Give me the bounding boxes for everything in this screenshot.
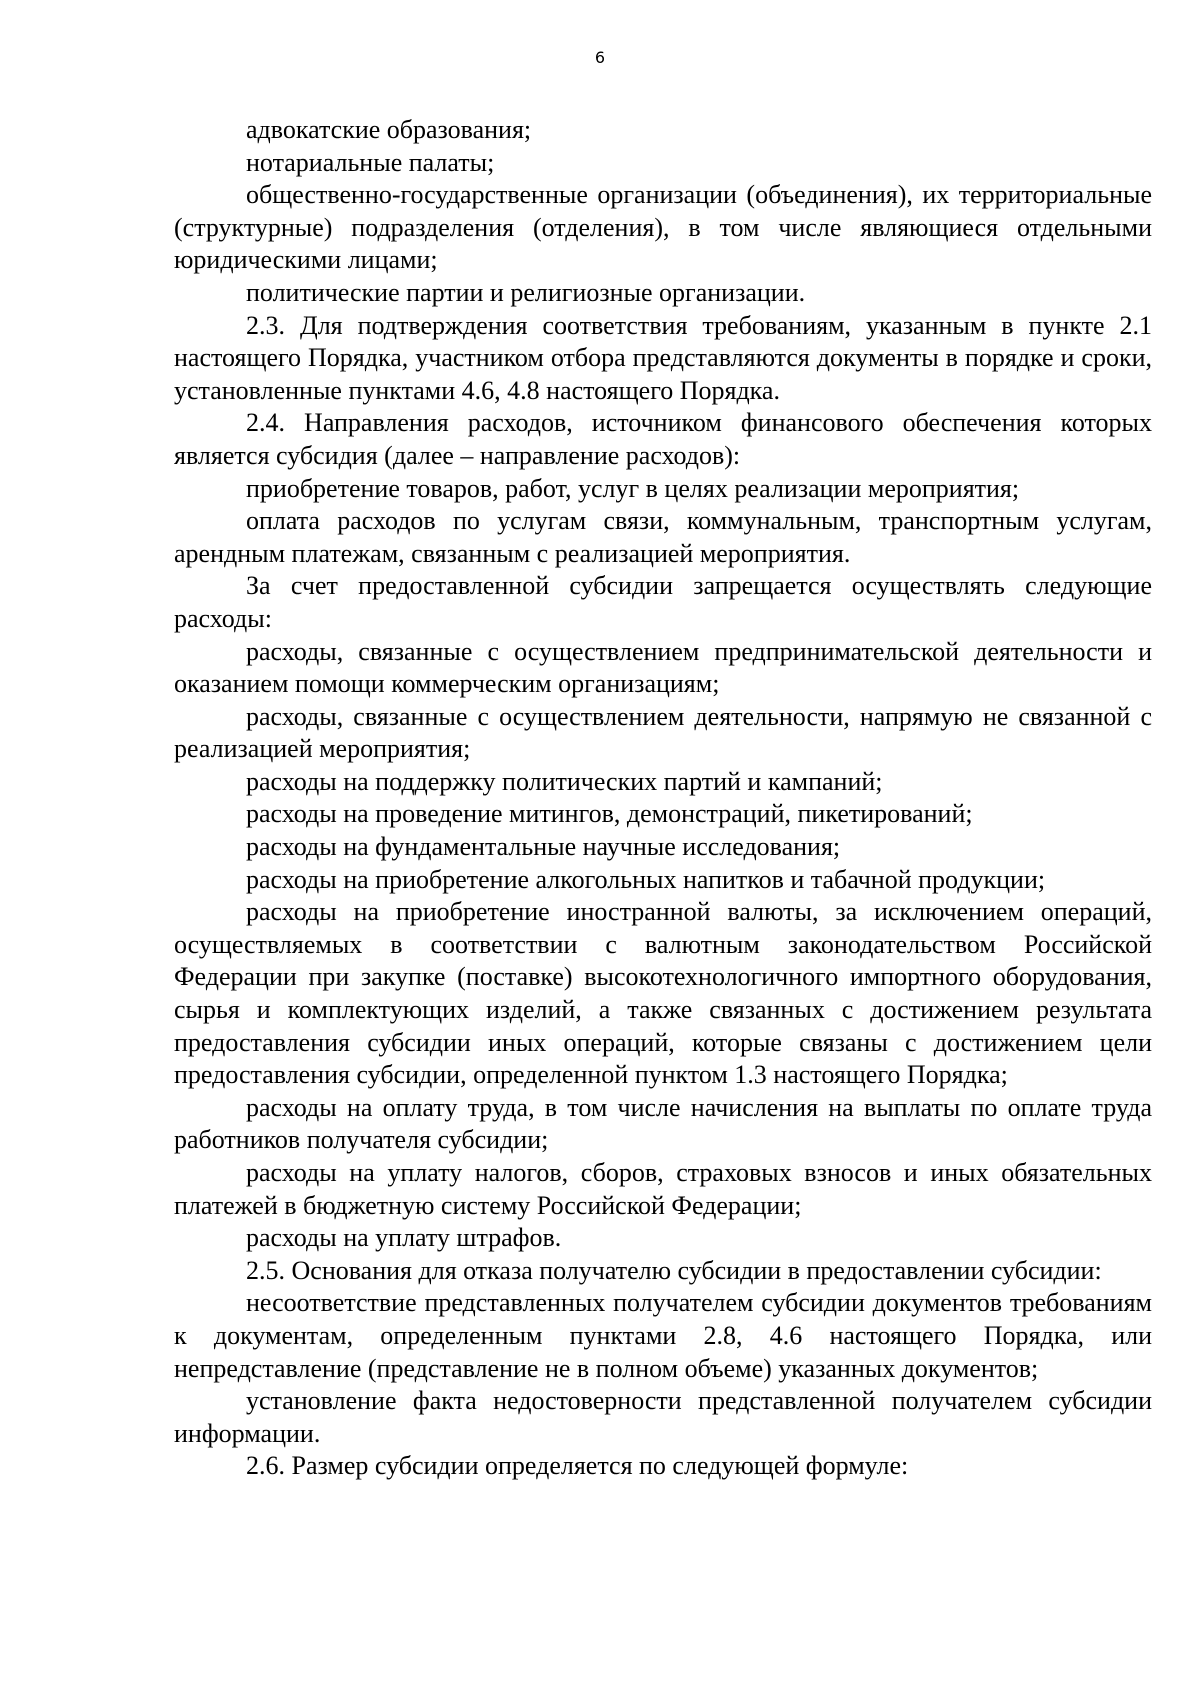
paragraph: приобретение товаров, работ, услуг в целях реализации мероприятия; — [246, 473, 1020, 503]
paragraph: расходы на уплату штрафов. — [246, 1223, 562, 1253]
paragraph: несоответствие представленных получателем субсидии документов требованиям к документам, определенным пунктами 2.8, 4.6 настоящего Порядка, или непредставление (представление не в полном объеме) указанных документов; — [174, 1288, 1152, 1383]
paragraph-2-4: 2.4. Направления расходов, источником финансового обеспечения которых является субсидия (далее – направление расходов): — [174, 408, 1152, 470]
paragraph: оплата расходов по услугам связи, коммунальным, транспортным услугам, арендным платежам, связанным с реализацией мероприятия. — [174, 506, 1152, 568]
paragraph: За счет предоставленной субсидии запрещается осуществлять следующие расходы: — [174, 571, 1152, 633]
paragraph: расходы, связанные с осуществлением деятельности, напрямую не связанной с реализацией мероприятия; — [174, 701, 1152, 764]
paragraph: расходы на проведение митингов, демонстраций, пикетирований; — [246, 799, 973, 829]
paragraph: расходы на приобретение иностранной валюты, за исключением операций, осуществляемых в соответствии с валютным законодательством Российской Федерации при закупке (поставке) высокотехнологичного импортного оборудования, сырья и комплектующих изделий, а также связанных с достижением результата предоставления субсидии иных операций, которые связаны с достижением цели предоставления субсидии, определенной пунктом 1.3 настоящего Порядка; — [174, 897, 1152, 1090]
paragraph-2-5: 2.5. Основания для отказа получателю субсидии в предоставлении субсидии: — [246, 1255, 1102, 1285]
paragraph: расходы на оплату труда, в том числе начисления на выплаты по оплате труда работников получателя субсидии; — [174, 1092, 1152, 1155]
paragraph: расходы на уплату налогов, сборов, страховых взносов и иных обязательных платежей в бюджетную систему Российской Федерации; — [174, 1158, 1152, 1220]
paragraph: нотариальные палаты; — [246, 147, 495, 177]
document-body — [174, 114, 1152, 1483]
paragraph: установление факта недостоверности представленной получателем субсидии информации. — [174, 1386, 1152, 1448]
paragraph: адвокатские образования; — [246, 115, 532, 144]
paragraph-2-3: 2.3. Для подтверждения соответствия требованиям, указанным в пункте 2.1 настоящего Порядка, участником отбора представляются документы в порядке и сроки, установленные пунктами 4.6, 4.8 настоящего Порядка. — [174, 310, 1152, 405]
page-number: 6 — [594, 48, 606, 67]
paragraph: политические партии и религиозные организации. — [246, 277, 806, 307]
paragraph: расходы, связанные с осуществлением предпринимательской деятельности и оказанием помощи коммерческим организациям; — [174, 636, 1152, 699]
paragraph: расходы на фундаментальные научные исследования; — [246, 832, 841, 862]
paragraph: расходы на приобретение алкогольных напитков и табачной продукции; — [246, 864, 1046, 894]
paragraph-2-6: 2.6. Размер субсидии определяется по следующей формуле: — [246, 1451, 909, 1481]
paragraph: расходы на поддержку политических партий и кампаний; — [246, 766, 883, 796]
paragraph: общественно-государственные организации (объединения), их территориальные (структурные) подразделения (отделения), в том числе являющиеся отдельными юридическими лицами; — [174, 180, 1152, 275]
